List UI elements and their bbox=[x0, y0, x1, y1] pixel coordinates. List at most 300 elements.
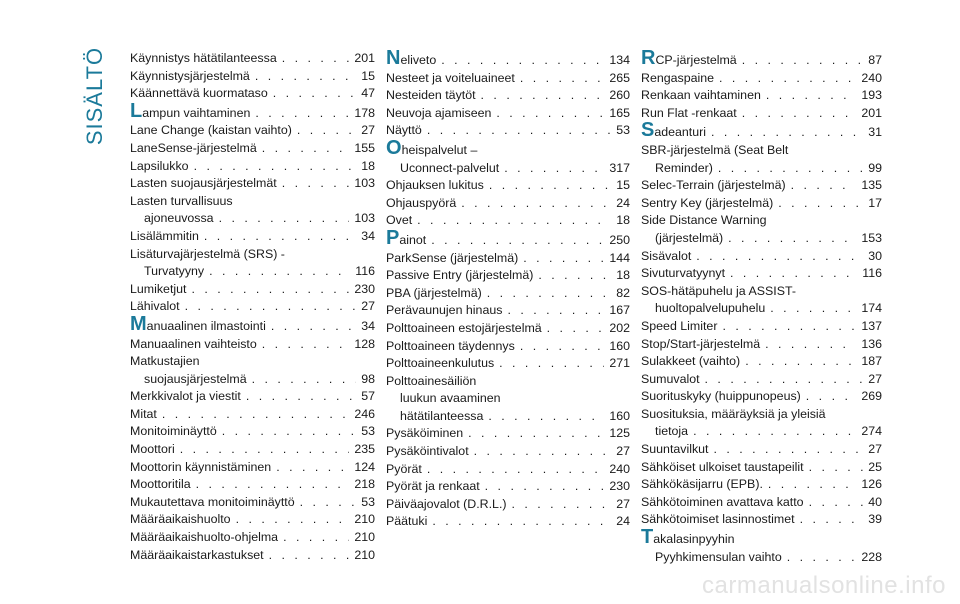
index-entry[interactable] bbox=[130, 459, 375, 477]
dot-leader bbox=[768, 476, 856, 494]
dot-leader bbox=[282, 175, 350, 193]
index-entry-text: ainot bbox=[399, 232, 427, 247]
index-entry-term bbox=[655, 300, 765, 318]
index-entry[interactable] bbox=[130, 406, 375, 424]
index-entry-term bbox=[130, 281, 186, 299]
index-entry[interactable] bbox=[130, 281, 375, 299]
index-entry[interactable] bbox=[130, 511, 375, 529]
index-entry-term bbox=[386, 195, 456, 213]
index-entry-text: huoltopalvelupuhelu bbox=[655, 301, 766, 316]
page-number: 27 bbox=[616, 496, 630, 511]
index-entry-text: anuaalinen ilmastointi bbox=[146, 318, 266, 333]
index-entry-text: Määräaikaishuolto-ohjelma bbox=[130, 530, 279, 545]
index-entry[interactable] bbox=[386, 320, 630, 338]
index-entry[interactable] bbox=[641, 353, 882, 371]
index-entry[interactable] bbox=[130, 312, 375, 336]
dot-leader bbox=[209, 263, 350, 281]
page-number: 137 bbox=[861, 318, 882, 333]
dot-leader bbox=[728, 230, 856, 248]
index-entry-text: Suuntavilkut bbox=[641, 442, 709, 457]
index-entry-text: Mitat bbox=[130, 406, 157, 421]
index-entry[interactable] bbox=[130, 50, 375, 68]
index-entry-term bbox=[130, 99, 251, 123]
page-number: 210 bbox=[354, 512, 375, 527]
index-entry-text: Selec-Terrain (järjestelmä) bbox=[641, 178, 786, 193]
index-entry-term bbox=[386, 443, 469, 461]
dot-leader bbox=[809, 459, 864, 477]
index-entry[interactable] bbox=[386, 122, 630, 140]
dot-leader bbox=[714, 441, 864, 459]
letter-initial: M bbox=[130, 312, 147, 335]
index-entry-text: Rengaspaine bbox=[641, 70, 715, 85]
page-number: 187 bbox=[861, 354, 882, 369]
letter-initial: N bbox=[386, 47, 401, 69]
dot-leader bbox=[269, 547, 350, 565]
page-number: 53 bbox=[616, 123, 630, 138]
index-entry-term bbox=[130, 175, 277, 193]
page-number: 134 bbox=[609, 53, 630, 67]
page-number: 260 bbox=[609, 88, 630, 103]
index-entry[interactable] bbox=[641, 265, 882, 283]
dot-leader bbox=[499, 355, 604, 373]
index-entry[interactable] bbox=[641, 47, 882, 70]
dot-leader bbox=[547, 320, 605, 338]
index-entry-text: Renkaan vaihtaminen bbox=[641, 88, 761, 103]
index-entry[interactable] bbox=[641, 494, 882, 512]
dot-leader bbox=[693, 423, 856, 441]
index-entry-term bbox=[386, 425, 463, 443]
page-number: 15 bbox=[361, 68, 375, 83]
index-entry[interactable] bbox=[386, 461, 630, 479]
index-entry-text: Ovet bbox=[386, 213, 413, 228]
index-entry-term bbox=[641, 336, 760, 354]
index-entry-text: Lane Change (kaistan vaihto) bbox=[130, 123, 292, 138]
index-entry[interactable] bbox=[130, 388, 375, 406]
index-entry-term bbox=[655, 423, 688, 441]
index-entry[interactable] bbox=[386, 302, 630, 320]
dot-leader bbox=[194, 158, 357, 176]
index-entry[interactable] bbox=[641, 177, 882, 195]
index-entry-term bbox=[655, 230, 723, 248]
index-entry-text: Suosituksia, määräyksiä ja yleisiä bbox=[641, 406, 826, 421]
index-entry[interactable] bbox=[130, 210, 375, 228]
index-entry[interactable] bbox=[386, 47, 630, 70]
index-entry-text: Käynnistys hätätilanteessa bbox=[130, 51, 277, 65]
index-entry-text: Päiväajovalot (D.R.L.) bbox=[386, 496, 507, 511]
index-entry[interactable] bbox=[641, 336, 882, 354]
index-entry[interactable] bbox=[386, 195, 630, 213]
index-entry[interactable] bbox=[386, 373, 630, 391]
index-entry-term bbox=[641, 441, 709, 459]
index-entry[interactable] bbox=[641, 119, 882, 142]
index-entry-term bbox=[144, 263, 204, 281]
index-entry-text: (järjestelmä) bbox=[655, 230, 724, 245]
index-entry-term bbox=[386, 177, 484, 195]
index-entry-term bbox=[641, 70, 714, 88]
index-entry[interactable] bbox=[641, 195, 882, 213]
index-entry-text: LaneSense-järjestelmä bbox=[130, 140, 257, 155]
index-entry-text: Moottori bbox=[130, 442, 175, 457]
dot-leader bbox=[427, 461, 605, 479]
dot-leader bbox=[432, 513, 611, 531]
index-entry[interactable] bbox=[386, 212, 630, 230]
index-entry[interactable] bbox=[386, 408, 630, 426]
index-entry[interactable] bbox=[386, 425, 630, 443]
index-entry[interactable] bbox=[641, 459, 882, 477]
index-entry-text: Manuaalinen vaihteisto bbox=[130, 336, 257, 351]
dot-leader bbox=[417, 212, 611, 230]
page-number: 165 bbox=[609, 105, 630, 120]
index-entry-term bbox=[641, 105, 737, 123]
page-number: 103 bbox=[354, 176, 375, 191]
index-entry[interactable] bbox=[386, 226, 630, 250]
index-entry-term bbox=[641, 371, 700, 389]
dot-leader bbox=[283, 529, 349, 547]
index-entry-term bbox=[641, 47, 737, 70]
section-title: SISÄLTÖ bbox=[82, 46, 107, 146]
dot-leader bbox=[282, 50, 350, 68]
index-entry-text: Sähköiset ulkoiset taustapeilit bbox=[641, 459, 804, 474]
index-entry[interactable] bbox=[386, 390, 630, 408]
index-entry-text: Pyyhkimensulan vaihto bbox=[655, 549, 782, 564]
page-number: 271 bbox=[609, 356, 630, 371]
index-entry-term bbox=[144, 371, 247, 389]
page-number: 230 bbox=[609, 479, 630, 494]
index-entry-text: luukun avaaminen bbox=[400, 391, 501, 406]
index-entry[interactable] bbox=[386, 250, 630, 268]
page-number: 103 bbox=[354, 211, 375, 226]
index-entry-text: suojausjärjestelmä bbox=[144, 371, 247, 386]
page-number: 40 bbox=[868, 494, 882, 509]
dot-leader bbox=[520, 338, 604, 356]
index-entry-text: Sähkökäsijarru (EPB). bbox=[641, 477, 763, 492]
index-entry[interactable] bbox=[130, 193, 375, 211]
dot-leader bbox=[262, 140, 350, 158]
index-entry[interactable] bbox=[641, 388, 882, 406]
page-number: 144 bbox=[609, 250, 630, 265]
letter-initial: S bbox=[641, 119, 655, 142]
index-column-2 bbox=[386, 47, 630, 531]
page-number: 160 bbox=[609, 408, 630, 423]
index-entry-text: Moottoritila bbox=[130, 477, 191, 492]
index-entry[interactable] bbox=[641, 87, 882, 105]
page-number: 27 bbox=[868, 371, 882, 386]
index-entry-term bbox=[130, 158, 189, 176]
page-number: 24 bbox=[616, 195, 630, 210]
watermark: carmanualsonline.info bbox=[702, 572, 946, 599]
dot-leader bbox=[485, 478, 605, 496]
index-entry-term bbox=[130, 494, 295, 512]
index-entry[interactable] bbox=[130, 423, 375, 441]
page-number: 235 bbox=[354, 442, 375, 457]
index-entry-term bbox=[130, 68, 250, 86]
index-entry[interactable] bbox=[386, 478, 630, 496]
index-entry-text: Lasten suojausjärjestelmät bbox=[130, 176, 277, 191]
dot-leader bbox=[742, 105, 857, 123]
index-entry-term bbox=[386, 461, 422, 479]
letter-initial: T bbox=[641, 526, 654, 549]
index-entry[interactable] bbox=[386, 105, 630, 123]
dot-leader bbox=[504, 160, 604, 178]
page-number: 274 bbox=[861, 424, 882, 439]
index-entry[interactable] bbox=[130, 122, 375, 140]
dot-leader bbox=[180, 441, 350, 459]
page-number: 116 bbox=[862, 266, 882, 281]
dot-leader bbox=[696, 248, 863, 266]
index-entry[interactable] bbox=[130, 298, 375, 316]
index-entry-text: Polttoaineen täydennys bbox=[386, 338, 515, 353]
page-number: 18 bbox=[616, 268, 630, 283]
index-entry-text: tietoja bbox=[655, 424, 689, 439]
index-entry[interactable] bbox=[641, 549, 882, 567]
index-entry[interactable] bbox=[641, 283, 882, 301]
index-entry-term bbox=[386, 320, 542, 338]
index-entry[interactable] bbox=[641, 371, 882, 389]
index-entry[interactable] bbox=[130, 158, 375, 176]
index-entry-term bbox=[641, 195, 773, 213]
page-number: 15 bbox=[616, 178, 630, 193]
index-entry-term bbox=[130, 423, 217, 441]
index-entry[interactable] bbox=[386, 70, 630, 88]
index-entry-text: SBR-järjestelmä (Seat Belt bbox=[641, 142, 789, 157]
index-entry-term bbox=[386, 478, 480, 496]
index-entry[interactable] bbox=[641, 406, 882, 424]
page-number: 240 bbox=[861, 70, 882, 85]
index-entry[interactable] bbox=[130, 140, 375, 158]
dot-leader bbox=[806, 388, 857, 406]
dot-leader bbox=[196, 476, 350, 494]
index-entry-text: Ohjauksen lukitus bbox=[386, 178, 484, 193]
index-entry-term bbox=[386, 285, 482, 303]
index-entry[interactable] bbox=[641, 476, 882, 494]
index-entry-term bbox=[386, 355, 494, 373]
dot-leader bbox=[538, 267, 611, 285]
letter-initial: O bbox=[386, 136, 402, 159]
dot-leader bbox=[441, 52, 604, 70]
index-entry-text: hätätilanteessa bbox=[400, 408, 484, 423]
index-entry-text: Määräaikaistarkastukset bbox=[130, 547, 264, 562]
index-entry-text: Side Distance Warning bbox=[641, 213, 767, 228]
index-entry[interactable] bbox=[641, 318, 882, 336]
index-entry[interactable] bbox=[641, 423, 882, 441]
index-entry[interactable] bbox=[130, 371, 375, 389]
index-entry-text: CP-järjestelmä bbox=[655, 53, 737, 67]
index-entry[interactable] bbox=[386, 160, 630, 178]
page-number: 87 bbox=[868, 53, 882, 67]
page-number: 201 bbox=[861, 105, 882, 120]
index-entry-term bbox=[130, 354, 200, 368]
dot-leader bbox=[162, 406, 349, 424]
index-entry[interactable] bbox=[641, 70, 882, 88]
dot-leader bbox=[722, 318, 856, 336]
index-entry-text: PBA (järjestelmä) bbox=[386, 285, 482, 300]
index-entry-text: Pysäköintivalot bbox=[386, 444, 469, 459]
dot-leader bbox=[719, 70, 856, 88]
index-entry[interactable] bbox=[386, 285, 630, 303]
index-entry-term bbox=[655, 549, 782, 567]
index-entry[interactable] bbox=[641, 105, 882, 123]
index-entry-term bbox=[655, 160, 713, 178]
page-number: 30 bbox=[868, 248, 882, 263]
index-entry-text: Matkustajien bbox=[130, 354, 200, 369]
index-entry-text: Käynnistysjärjestelmä bbox=[130, 68, 250, 83]
index-entry-text: adeanturi bbox=[654, 125, 707, 140]
index-entry[interactable] bbox=[386, 177, 630, 195]
index-entry-text: Suorituskyky (huippunopeus) bbox=[641, 389, 801, 404]
page-number: 125 bbox=[609, 426, 630, 441]
page-number: 153 bbox=[861, 230, 882, 245]
page-number: 228 bbox=[861, 549, 882, 564]
index-entry-text: ampun vaihtaminen bbox=[142, 105, 251, 120]
page-number: 27 bbox=[616, 444, 630, 459]
index-entry-text: ajoneuvossa bbox=[144, 211, 214, 226]
index-entry[interactable] bbox=[130, 547, 375, 565]
dot-leader bbox=[461, 195, 611, 213]
page-number: 17 bbox=[868, 195, 882, 210]
index-entry[interactable] bbox=[386, 136, 630, 160]
page-number: 116 bbox=[355, 264, 375, 279]
dot-leader bbox=[765, 336, 856, 354]
index-entry-text: Mukautettava monitoiminäyttö bbox=[130, 494, 295, 509]
dot-leader bbox=[481, 87, 605, 105]
page-number: 53 bbox=[361, 424, 375, 439]
index-entry[interactable] bbox=[386, 87, 630, 105]
page-number: 178 bbox=[354, 105, 375, 120]
index-entry[interactable] bbox=[386, 267, 630, 285]
index-entry-text: Polttoaineenkulutus bbox=[386, 356, 495, 371]
page-number: 24 bbox=[616, 514, 630, 529]
page-number: 18 bbox=[616, 213, 630, 228]
page-number: 39 bbox=[868, 512, 882, 527]
index-entry[interactable] bbox=[641, 230, 882, 248]
index-entry[interactable] bbox=[130, 529, 375, 547]
index-entry[interactable] bbox=[641, 526, 882, 549]
dot-leader bbox=[262, 336, 350, 354]
index-entry-text: Polttoaineen estojärjestelmä bbox=[386, 320, 542, 335]
index-entry[interactable] bbox=[386, 496, 630, 514]
dot-leader bbox=[431, 232, 604, 250]
index-entry[interactable] bbox=[130, 175, 375, 193]
index-entry[interactable] bbox=[130, 336, 375, 354]
page-number: 201 bbox=[354, 51, 375, 65]
index-entry-term bbox=[130, 547, 264, 565]
index-entry-text: Passive Entry (järjestelmä) bbox=[386, 268, 534, 283]
index-entry[interactable] bbox=[130, 246, 375, 264]
index-entry-term bbox=[641, 318, 717, 336]
page-number: 31 bbox=[868, 125, 882, 140]
index-entry-term bbox=[386, 47, 437, 70]
index-entry-text: Nesteet ja voiteluaineet bbox=[386, 70, 515, 85]
index-entry[interactable] bbox=[641, 511, 882, 529]
index-entry-text: Lumiketjut bbox=[130, 281, 187, 296]
index-entry-text: heispalvelut – bbox=[401, 142, 478, 157]
page-number: 193 bbox=[861, 88, 882, 103]
page-number: 155 bbox=[354, 140, 375, 155]
index-entry-term bbox=[130, 85, 268, 103]
index-entry-text: Neuvoja ajamiseen bbox=[386, 105, 492, 120]
page-number: 27 bbox=[361, 299, 375, 314]
dot-leader bbox=[276, 459, 349, 477]
index-entry-text: Pyörät bbox=[386, 461, 422, 476]
index-entry[interactable] bbox=[130, 85, 375, 103]
dot-leader bbox=[489, 177, 611, 195]
page-number: 317 bbox=[609, 160, 630, 175]
index-entry[interactable] bbox=[641, 248, 882, 266]
index-entry[interactable] bbox=[130, 228, 375, 246]
index-entry[interactable] bbox=[641, 441, 882, 459]
index-entry-term bbox=[641, 177, 786, 195]
index-entry[interactable] bbox=[130, 68, 375, 86]
index-entry-term bbox=[386, 87, 476, 105]
dot-leader bbox=[730, 265, 857, 283]
index-entry[interactable] bbox=[386, 338, 630, 356]
index-entry-term bbox=[641, 248, 691, 266]
index-entry-text: Lasten turvallisuus bbox=[130, 193, 233, 208]
index-entry[interactable] bbox=[641, 300, 882, 318]
index-entry-term bbox=[400, 408, 483, 426]
index-entry-term bbox=[130, 50, 277, 68]
dot-leader bbox=[488, 408, 604, 426]
index-entry-text: Lapsilukko bbox=[130, 158, 189, 173]
index-entry[interactable] bbox=[130, 476, 375, 494]
page-number: 128 bbox=[354, 336, 375, 351]
index-entry[interactable] bbox=[130, 494, 375, 512]
index-entry-term bbox=[386, 226, 427, 250]
index-entry[interactable] bbox=[386, 443, 630, 461]
dot-leader bbox=[766, 87, 856, 105]
index-entry-text: Speed Limiter bbox=[641, 318, 718, 333]
page-number: 210 bbox=[354, 547, 375, 562]
dot-leader bbox=[255, 68, 356, 86]
index-entry[interactable] bbox=[130, 353, 375, 371]
page-number: 246 bbox=[354, 406, 375, 421]
index-entry[interactable] bbox=[386, 355, 630, 373]
index-entry[interactable] bbox=[130, 99, 375, 123]
index-entry-term bbox=[130, 529, 278, 547]
dot-leader bbox=[745, 353, 856, 371]
dot-leader bbox=[742, 52, 864, 70]
index-entry-text: Polttoainesäiliön bbox=[386, 373, 477, 388]
index-entry-text: Merkkivalot ja viestit bbox=[130, 389, 241, 404]
index-entry[interactable] bbox=[641, 212, 882, 230]
index-entry-text: Sähkötoimiset lasinnostimet bbox=[641, 512, 795, 527]
dot-leader bbox=[770, 300, 856, 318]
index-entry-term bbox=[386, 513, 427, 531]
page-number: 18 bbox=[361, 158, 375, 173]
index-entry[interactable] bbox=[386, 513, 630, 531]
index-entry-term bbox=[641, 526, 735, 549]
page-number: 240 bbox=[609, 461, 630, 476]
dot-leader bbox=[219, 210, 350, 228]
dot-leader bbox=[468, 425, 604, 443]
index-entry[interactable] bbox=[641, 142, 882, 160]
index-entry[interactable] bbox=[130, 263, 375, 281]
index-entry-term bbox=[641, 388, 801, 406]
page-number: 99 bbox=[868, 160, 882, 175]
dot-leader bbox=[520, 70, 605, 88]
index-entry-term bbox=[400, 160, 499, 178]
page-number: 160 bbox=[609, 338, 630, 353]
index-entry-term bbox=[130, 406, 157, 424]
page-number: 98 bbox=[361, 371, 375, 386]
index-entry[interactable] bbox=[130, 441, 375, 459]
index-entry-text: Sisävalot bbox=[641, 248, 692, 263]
index-entry-term bbox=[400, 391, 501, 405]
dot-leader bbox=[496, 105, 604, 123]
index-entry[interactable] bbox=[641, 160, 882, 178]
page-number: 25 bbox=[868, 459, 882, 474]
index-entry-term bbox=[386, 250, 518, 268]
